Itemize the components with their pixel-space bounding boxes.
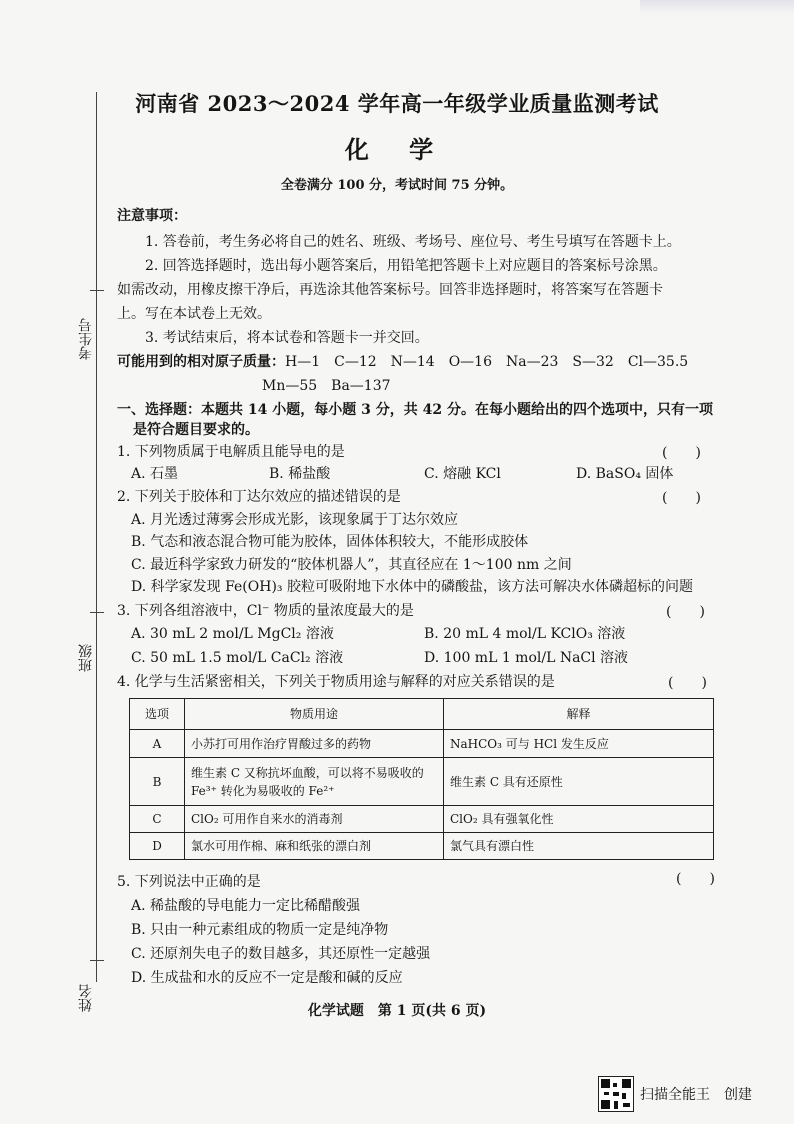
question-2-option-b: B. 气态和液态混合物可能为胶体，固体体积较大，不能形成胶体 <box>131 534 529 550</box>
table-row <box>130 758 714 806</box>
table-cell-option: C <box>130 806 185 833</box>
scan-edge-shade <box>640 0 794 14</box>
exam-no-blank <box>90 290 104 291</box>
question-4-stem: 4. 化学与生活紧密相关，下列关于物质用途与解释的对应关系错误的是 <box>117 674 555 690</box>
question-3-option-a: A. 30 mL 2 mol/L MgCl₂ 溶液 <box>131 626 334 642</box>
table-cell-explanation: NaHCO₃ 可与 HCl 发生反应 <box>444 730 714 758</box>
atomic-mass-values: H—1 C—12 N—14 O—16 Na—23 S—32 Cl—35.5 <box>285 354 689 370</box>
question-2-option-c: C. 最近科学家致力研发的“胶体机器人”，其直径应在 1～100 nm 之间 <box>131 557 572 573</box>
question-1-option-c: C. 熔融 KCl <box>424 466 501 482</box>
exam-meta: 全卷满分 100 分，考试时间 75 分钟。 <box>280 178 514 193</box>
answer-bracket-5: ( ) <box>676 871 715 887</box>
table-cell-use: ClO₂ 可用作自来水的消毒剂 <box>185 806 444 833</box>
atomic-mass-label: 可能用到的相对原子质量： <box>117 354 285 370</box>
question-1-stem: 1. 下列物质属于电解质且能导电的是 <box>117 444 345 460</box>
question-5-option-b: B. 只由一种元素组成的物质一定是纯净物 <box>131 922 389 938</box>
exam-no-label: 考生号 <box>78 318 94 360</box>
subject-title: 化 学 <box>344 135 450 164</box>
question-1-option-d: D. BaSO₄ 固体 <box>576 466 674 482</box>
notes-heading: 注意事项： <box>117 208 187 224</box>
table-cell-use: 氯水可用作棉、麻和纸张的漂白剂 <box>185 833 444 860</box>
table-header-row <box>130 699 714 730</box>
section-instructions-cont: 是符合题目要求的。 <box>133 422 259 438</box>
binding-line <box>96 92 97 982</box>
table-row <box>130 806 714 833</box>
scanner-watermark: 扫描全能王 创建 <box>640 1087 752 1103</box>
answer-bracket-2: ( ) <box>662 490 701 506</box>
question-5-option-a: A. 稀盐酸的导电能力一定比稀醋酸强 <box>131 898 361 914</box>
table-row <box>130 730 714 758</box>
question-3-option-b: B. 20 mL 4 mol/L KClO₃ 溶液 <box>424 626 626 642</box>
answer-bracket-1: ( ) <box>662 445 701 461</box>
question-4-table <box>129 698 714 860</box>
note-3: 3. 考试结束后，将本试卷和答题卡一并交回。 <box>145 330 429 346</box>
name-blank <box>90 960 104 961</box>
section-instructions: 一、选择题：本题共 14 小题，每小题 3 分，共 42 分。在每小题给出的四个选项中，只有一项 <box>117 402 713 418</box>
question-5-stem: 5. 下列说法中正确的是 <box>117 874 261 890</box>
question-1-option-a: A. 石墨 <box>131 466 179 482</box>
atomic-mass-values-2: Mn—55 Ba—137 <box>262 378 391 394</box>
question-2-stem: 2. 下列关于胶体和丁达尔效应的描述错误的是 <box>117 489 401 505</box>
question-2-option-a: A. 月光透过薄雾会形成光影，该现象属于丁达尔效应 <box>131 512 459 528</box>
qr-code-icon <box>598 1076 634 1112</box>
table-row <box>130 833 714 860</box>
class-label: 班级 <box>78 644 94 672</box>
table-header-use: 物质用途 <box>185 699 444 730</box>
table-cell-explanation: 氯气具有漂白性 <box>444 833 714 860</box>
table-header-explanation: 解释 <box>444 699 714 730</box>
table-cell-use: 小苏打可用作治疗胃酸过多的药物 <box>185 730 444 758</box>
table-cell-option: A <box>130 730 185 758</box>
note-1: 1. 答卷前，考生务必将自己的姓名、班级、考场号、座位号、考生号填写在答题卡上。 <box>145 234 681 250</box>
exam-title: 河南省 2023～2024 学年高一年级学业质量监测考试 <box>135 91 659 116</box>
question-3-stem: 3. 下列各组溶液中，Cl⁻ 物质的量浓度最大的是 <box>117 603 414 619</box>
answer-bracket-4: ( ) <box>668 675 707 691</box>
question-1-option-b: B. 稀盐酸 <box>269 466 331 482</box>
atomic-mass-line <box>117 352 688 372</box>
question-5-option-c: C. 还原剂失电子的数目越多，其还原性一定越强 <box>131 946 431 962</box>
table-cell-option: D <box>130 833 185 860</box>
table-cell-use: 维生素 C 又称抗坏血酸，可以将不易吸收的 Fe³⁺ 转化为易吸收的 Fe²⁺ <box>185 758 444 806</box>
page-footer: 化学试题 第 1 页(共 6 页) <box>307 1003 487 1019</box>
question-3-option-c: C. 50 mL 1.5 mol/L CaCl₂ 溶液 <box>131 650 344 666</box>
table-cell-option: B <box>130 758 185 806</box>
question-2-option-d: D. 科学家发现 Fe(OH)₃ 胶粒可吸附地下水体中的磷酸盐，该方法可解决水体磷超标的问题 <box>131 579 693 595</box>
table-header-option: 选项 <box>130 699 185 730</box>
question-3-option-d: D. 100 mL 1 mol/L NaCl 溶液 <box>424 650 629 666</box>
table-cell-explanation: ClO₂ 具有强氧化性 <box>444 806 714 833</box>
table-cell-explanation: 维生素 C 具有还原性 <box>444 758 714 806</box>
answer-bracket-3: ( ) <box>666 604 705 620</box>
name-label: 姓名 <box>78 984 94 1012</box>
class-blank <box>90 612 104 613</box>
note-2-end: 上。写在本试卷上无效。 <box>117 306 271 322</box>
question-5-option-d: D. 生成盐和水的反应不一定是酸和碱的反应 <box>131 970 403 986</box>
note-2-cont: 如需改动，用橡皮擦干净后，再选涂其他答案标号。回答非选择题时，将答案写在答题卡 <box>117 282 663 298</box>
note-2: 2. 回答选择题时，选出每小题答案后，用铅笔把答题卡上对应题目的答案标号涂黑。 <box>145 258 667 274</box>
